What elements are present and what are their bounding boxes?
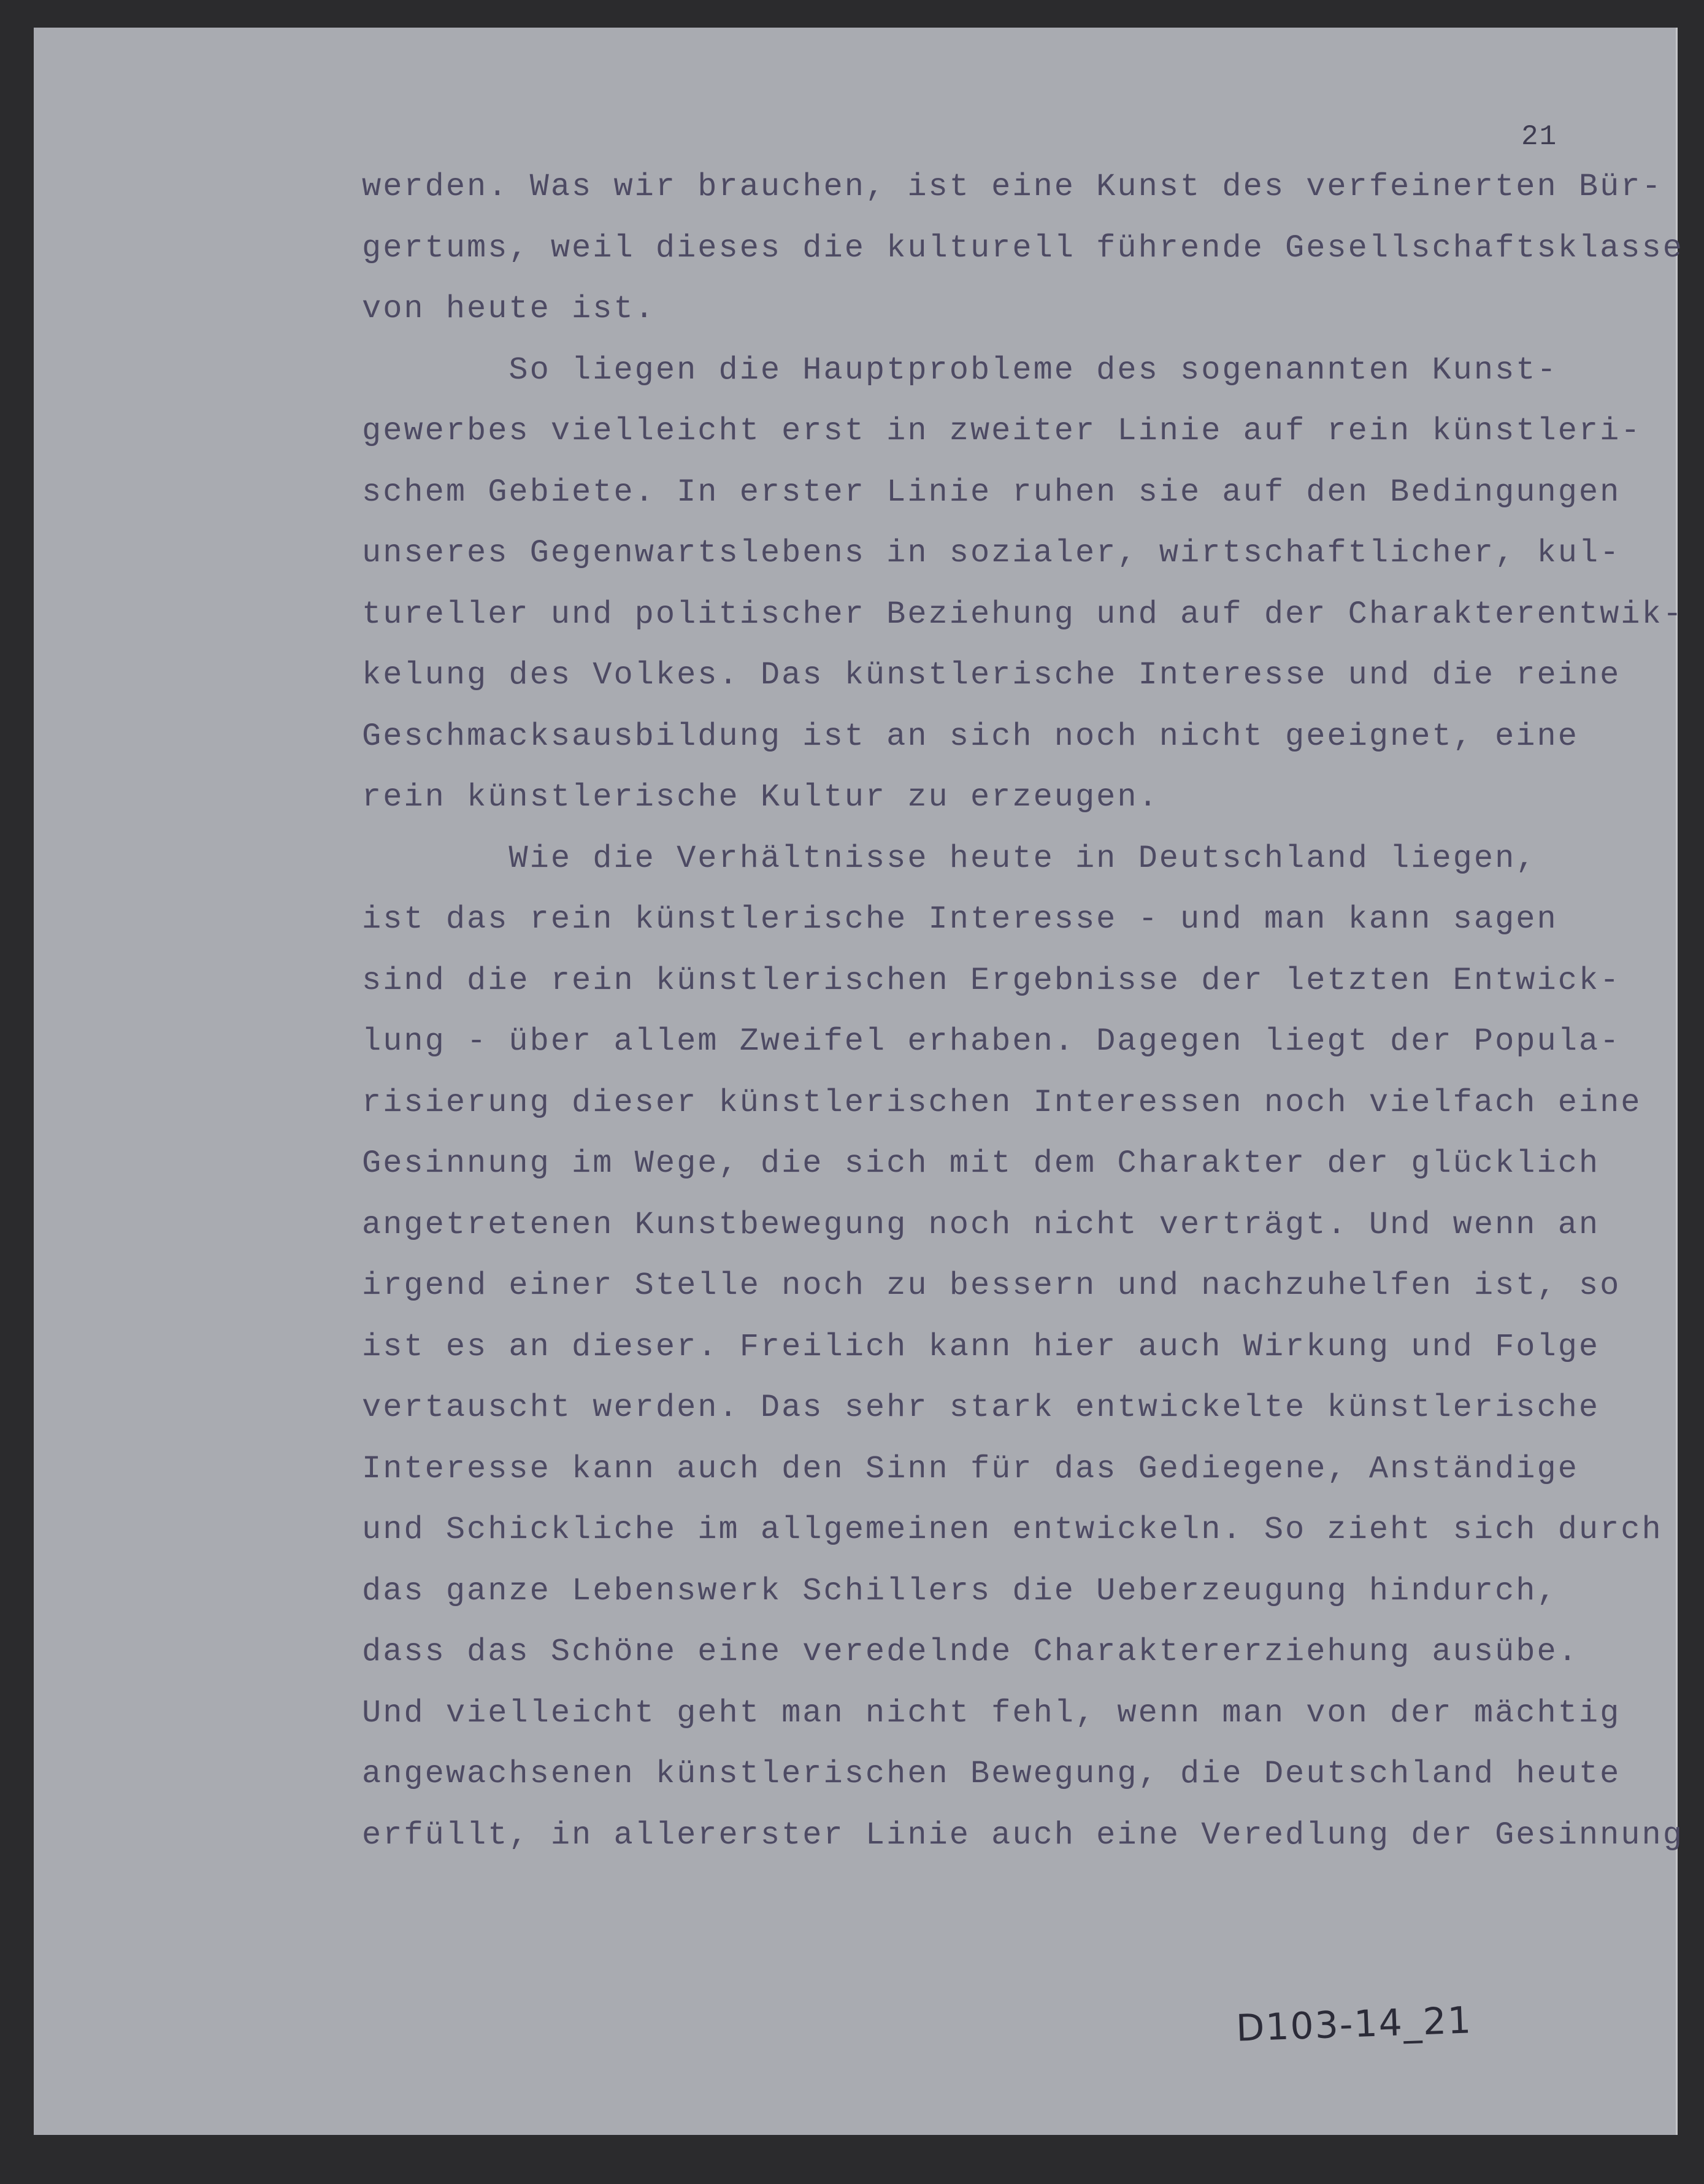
text-line: dass das Schöne eine veredelnde Charaktererziehung ausübe. (362, 1634, 1579, 1670)
text-line: So liegen die Hauptprobleme des sogenannten Kunst- (362, 352, 1558, 388)
text-line: angewachsenen künstlerischen Bewegung, die Deutschland heute (362, 1756, 1621, 1792)
text-line: gewerbes vielleicht erst in zweiter Linie auf rein künstleri- (362, 413, 1642, 449)
text-line: das ganze Lebenswerk Schillers die Ueberzeugung hindurch, (362, 1572, 1558, 1609)
text-line: werden. Was wir brauchen, ist eine Kunst des verfeinerten Bür- (362, 169, 1663, 205)
text-line: erfüllt, in allererster Linie auch eine Veredlung der Gesinnung (362, 1817, 1684, 1853)
text-line: ist es an dieser. Freilich kann hier auch Wirkung und Folge (362, 1328, 1600, 1365)
typed-text-body (362, 156, 1684, 1866)
text-line: rein künstlerische Kultur zu erzeugen. (362, 779, 1159, 815)
text-line: risierung dieser künstlerischen Interessen noch vielfach eine (362, 1084, 1642, 1121)
text-line: Gesinnung im Wege, die sich mit dem Charakter der glücklich (362, 1145, 1600, 1182)
text-line: Geschmacksausbildung ist an sich noch nicht geeignet, eine (362, 718, 1579, 755)
text-line: unseres Gegenwartslebens in sozialer, wirtschaftlicher, kul- (362, 535, 1621, 571)
text-line: irgend einer Stelle noch zu bessern und nachzuhelfen ist, so (362, 1267, 1621, 1304)
text-line: und Schickliche im allgemeinen entwickeln. So zieht sich durch (362, 1512, 1663, 1548)
text-line: Und vielleicht geht man nicht fehl, wenn man von der mächtig (362, 1694, 1621, 1731)
text-line: Wie die Verhältnisse heute in Deutschland liegen, (362, 840, 1537, 877)
text-line: lung - über allem Zweifel erhaben. Dagegen liegt der Popula- (362, 1023, 1621, 1059)
page-number: 21 (1521, 121, 1558, 153)
text-line: von heute ist. (362, 291, 656, 327)
text-line: sind die rein künstlerischen Ergebnisse der letzten Entwick- (362, 962, 1621, 999)
text-line: tureller und politischer Beziehung und auf der Charakterentwik- (362, 596, 1684, 633)
archive-reference: D103-14_21 (1235, 1999, 1473, 2050)
text-line: ist das rein künstlerische Interesse - und man kann sagen (362, 901, 1558, 937)
text-line: kelung des Volkes. Das künstlerische Interesse und die reine (362, 657, 1621, 693)
text-line: vertauscht werden. Das sehr stark entwickelte künstlerische (362, 1390, 1600, 1426)
text-line: schem Gebiete. In erster Linie ruhen sie auf den Bedingungen (362, 474, 1621, 510)
text-line: gertums, weil dieses die kulturell führende Gesellschaftsklasse (362, 229, 1684, 266)
text-line: Interesse kann auch den Sinn für das Gediegene, Anständige (362, 1450, 1579, 1487)
text-line: angetretenen Kunstbewegung noch nicht verträgt. Und wenn an (362, 1206, 1600, 1243)
